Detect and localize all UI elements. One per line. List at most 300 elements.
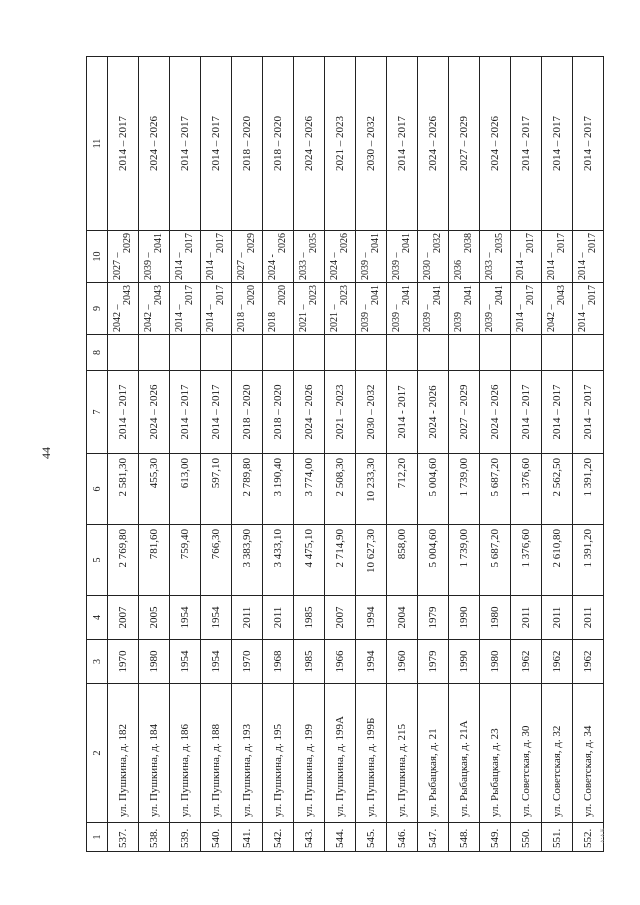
address-cell: ул. Пушкина, д. 199А bbox=[325, 684, 356, 823]
header-cell: 7 bbox=[87, 371, 108, 454]
range-start: 2033 – bbox=[298, 252, 309, 280]
range-end: 2041 bbox=[463, 285, 474, 305]
term-cell: 2030 – 2032 bbox=[356, 57, 387, 231]
period-cell: 2014 – 2017 bbox=[108, 371, 139, 454]
row-number-cell: 537. bbox=[108, 823, 139, 852]
table-body bbox=[87, 57, 604, 852]
living-area-cell: 5 004,60 bbox=[418, 454, 449, 525]
period-cell: 2014 – 2017 bbox=[542, 371, 573, 454]
empty-cell bbox=[232, 335, 263, 371]
range-end: 2026 bbox=[339, 233, 350, 253]
year-range bbox=[516, 285, 536, 332]
address-cell: ул. Пушкина, д. 186 bbox=[170, 684, 201, 823]
year-range bbox=[578, 285, 598, 332]
header-cell: 8 bbox=[87, 335, 108, 371]
year-range bbox=[361, 285, 381, 332]
range-col10-cell bbox=[511, 231, 542, 283]
row-number-cell: 546. bbox=[387, 823, 418, 852]
row-number-cell: 544. bbox=[325, 823, 356, 852]
period-cell: 2030 – 2032 bbox=[356, 371, 387, 454]
repair-year-cell: 1979 bbox=[418, 596, 449, 640]
range-end: 2020 bbox=[246, 285, 257, 305]
range-end: 2029 bbox=[246, 233, 257, 253]
year-range bbox=[547, 285, 567, 332]
range-start: 2039 – bbox=[391, 252, 402, 280]
total-area-cell: 2 610,80 bbox=[542, 525, 573, 596]
range-col9-cell bbox=[573, 283, 604, 335]
living-area-cell: 5 687,20 bbox=[480, 454, 511, 525]
year-range bbox=[392, 285, 412, 332]
address-cell: ул. Пушкина, д. 193 bbox=[232, 684, 263, 823]
build-year-cell: 1968 bbox=[263, 640, 294, 684]
range-col9-cell bbox=[263, 283, 294, 335]
range-col9-cell bbox=[480, 283, 511, 335]
row-number-cell: 551. bbox=[542, 823, 573, 852]
total-area-cell: 2 769,80 bbox=[108, 525, 139, 596]
living-area-cell: 613,00 bbox=[170, 454, 201, 525]
range-end: 2017 bbox=[215, 233, 226, 253]
total-area-cell: 5 687,20 bbox=[480, 525, 511, 596]
total-area-cell: 1 739,00 bbox=[449, 525, 480, 596]
header-cell: 10 bbox=[87, 231, 108, 283]
range-start: 2014 – bbox=[577, 252, 588, 280]
year-range bbox=[423, 285, 443, 332]
empty-cell bbox=[449, 335, 480, 371]
living-area-cell: 2 581,30 bbox=[108, 454, 139, 525]
period-cell: 2014 – 2017 bbox=[201, 371, 232, 454]
range-col9-cell bbox=[511, 283, 542, 335]
range-col10-cell bbox=[263, 231, 294, 283]
table-row bbox=[573, 57, 604, 852]
range-end: 2035 bbox=[494, 233, 505, 253]
range-end: 2043 bbox=[122, 285, 133, 305]
term-cell: 2014 – 2017 bbox=[511, 57, 542, 231]
range-end: 2041 bbox=[401, 285, 412, 305]
term-cell: 2024 – 2026 bbox=[294, 57, 325, 231]
range-start: 2014 – bbox=[174, 252, 185, 280]
build-year-cell: 1980 bbox=[480, 640, 511, 684]
range-col10-cell bbox=[542, 231, 573, 283]
empty-cell bbox=[108, 335, 139, 371]
term-cell: 2018 – 2020 bbox=[232, 57, 263, 231]
living-area-cell: 2 562,50 bbox=[542, 454, 573, 525]
repair-year-cell: 1980 bbox=[480, 596, 511, 640]
repair-year-cell: 2007 bbox=[108, 596, 139, 640]
empty-cell bbox=[263, 335, 294, 371]
range-end: 2017 bbox=[556, 233, 567, 253]
term-cell: 2018 – 2020 bbox=[263, 57, 294, 231]
year-range bbox=[454, 233, 474, 280]
housing-repair-table bbox=[86, 56, 604, 852]
range-end: 2026 bbox=[277, 233, 288, 253]
range-end: 2017 bbox=[184, 233, 195, 253]
empty-cell bbox=[356, 335, 387, 371]
build-year-cell: 1979 bbox=[418, 640, 449, 684]
range-end: 2029 bbox=[122, 233, 133, 253]
year-range bbox=[175, 285, 195, 332]
range-end: 2041 bbox=[153, 233, 164, 253]
range-start: 2039 – bbox=[143, 252, 154, 280]
period-cell: 2024 – 2026 bbox=[294, 371, 325, 454]
empty-cell bbox=[325, 335, 356, 371]
range-start: 2039 – bbox=[360, 252, 371, 280]
range-col9-cell bbox=[325, 283, 356, 335]
period-cell: 2018 – 2020 bbox=[263, 371, 294, 454]
repair-year-cell: 2011 bbox=[511, 596, 542, 640]
year-range bbox=[485, 285, 505, 332]
row-number-cell: 540. bbox=[201, 823, 232, 852]
table-row bbox=[201, 57, 232, 852]
address-cell: ул. Пушкина, д. 182 bbox=[108, 684, 139, 823]
term-cell: 2014 – 2017 bbox=[542, 57, 573, 231]
repair-year-cell: 2011 bbox=[232, 596, 263, 640]
table-row bbox=[542, 57, 573, 852]
header-cell: 11 bbox=[87, 57, 108, 231]
address-cell: ул. Рыбацкая, д. 23 bbox=[480, 684, 511, 823]
range-col9-cell bbox=[108, 283, 139, 335]
range-start: 2039 – bbox=[360, 304, 371, 332]
range-col9-cell bbox=[449, 283, 480, 335]
range-start: 2042 – bbox=[112, 304, 123, 332]
range-col10-cell bbox=[480, 231, 511, 283]
table-row bbox=[356, 57, 387, 852]
year-range bbox=[299, 233, 319, 280]
row-number-cell: 538. bbox=[139, 823, 170, 852]
year-range bbox=[578, 233, 598, 280]
range-col10-cell bbox=[294, 231, 325, 283]
term-cell: 2014 – 2017 bbox=[201, 57, 232, 231]
year-range bbox=[361, 233, 381, 280]
repair-year-cell: 2007 bbox=[325, 596, 356, 640]
table-viewport bbox=[86, 57, 598, 852]
table-row bbox=[294, 57, 325, 852]
range-end: 2017 bbox=[184, 285, 195, 305]
table-row bbox=[449, 57, 480, 852]
address-cell: ул. Пушкина, д. 184 bbox=[139, 684, 170, 823]
table-row bbox=[387, 57, 418, 852]
range-col10-cell bbox=[573, 231, 604, 283]
range-end: 2038 bbox=[463, 233, 474, 253]
range-start: 2033 – bbox=[484, 252, 495, 280]
table-row bbox=[418, 57, 449, 852]
repair-year-cell: 1990 bbox=[449, 596, 480, 640]
row-number-cell: 545. bbox=[356, 823, 387, 852]
range-end: 2017 bbox=[587, 285, 598, 305]
table-row bbox=[170, 57, 201, 852]
row-number-cell: 552. bbox=[573, 823, 604, 852]
table-row bbox=[263, 57, 294, 852]
rotated-sheet bbox=[86, 57, 598, 852]
table-row bbox=[108, 57, 139, 852]
year-range bbox=[237, 233, 257, 280]
year-range bbox=[206, 233, 226, 280]
year-range bbox=[113, 285, 133, 332]
range-end: 2041 bbox=[401, 233, 412, 253]
living-area-cell: 2 789,80 bbox=[232, 454, 263, 525]
repair-year-cell: 1985 bbox=[294, 596, 325, 640]
range-end: 2041 bbox=[432, 285, 443, 305]
living-area-cell: 3 190,40 bbox=[263, 454, 294, 525]
header-cell: 5 bbox=[87, 525, 108, 596]
address-cell: ул. Пушкина, д. 199Б bbox=[356, 684, 387, 823]
repair-year-cell: 2011 bbox=[263, 596, 294, 640]
address-cell: ул. Пушкина, д. 188 bbox=[201, 684, 232, 823]
year-range bbox=[423, 233, 443, 280]
header-cell: 2 bbox=[87, 684, 108, 823]
total-area-cell: 781,60 bbox=[139, 525, 170, 596]
year-range bbox=[144, 233, 164, 280]
year-range bbox=[144, 285, 164, 332]
range-col10-cell bbox=[387, 231, 418, 283]
total-area-cell: 858,00 bbox=[387, 525, 418, 596]
total-area-cell: 1 391,20 bbox=[573, 525, 604, 596]
row-number-cell: 548. bbox=[449, 823, 480, 852]
address-cell: ул. Пушкина, д. 199 bbox=[294, 684, 325, 823]
range-col10-cell bbox=[418, 231, 449, 283]
range-start: 2021 – bbox=[329, 304, 340, 332]
total-area-cell: 3 433,10 bbox=[263, 525, 294, 596]
table-row bbox=[480, 57, 511, 852]
range-col10-cell bbox=[170, 231, 201, 283]
range-start: 2030 – bbox=[422, 252, 433, 280]
address-cell: ул. Советская, д. 32 bbox=[542, 684, 573, 823]
period-cell: 2014 – 2017 bbox=[573, 371, 604, 454]
empty-cell bbox=[542, 335, 573, 371]
range-start: 2014 – bbox=[174, 304, 185, 332]
range-col9-cell bbox=[542, 283, 573, 335]
header-cell: 6 bbox=[87, 454, 108, 525]
table-row bbox=[232, 57, 263, 852]
range-end: 2032 bbox=[432, 233, 443, 253]
range-start: 2027 – bbox=[112, 252, 123, 280]
range-col10-cell bbox=[139, 231, 170, 283]
range-start: 2024 - bbox=[267, 254, 278, 280]
range-col9-cell bbox=[170, 283, 201, 335]
term-cell: 2024 – 2026 bbox=[418, 57, 449, 231]
living-area-cell: 2 508,30 bbox=[325, 454, 356, 525]
range-start: 2042 – bbox=[143, 304, 154, 332]
year-range bbox=[454, 285, 474, 332]
header-cell: 9 bbox=[87, 283, 108, 335]
range-end: 2020 bbox=[277, 285, 288, 305]
range-col9-cell bbox=[418, 283, 449, 335]
library-stamp: ᴧ·ᴧ ᴋ bbox=[598, 828, 606, 843]
repair-year-cell: 1994 bbox=[356, 596, 387, 640]
range-start: 2021 – bbox=[298, 304, 309, 332]
total-area-cell: 10 627,30 bbox=[356, 525, 387, 596]
build-year-cell: 1970 bbox=[232, 640, 263, 684]
range-start: 2039 – bbox=[484, 304, 495, 332]
repair-year-cell: 1954 bbox=[201, 596, 232, 640]
row-number-cell: 542. bbox=[263, 823, 294, 852]
year-range bbox=[268, 233, 288, 280]
build-year-cell: 1970 bbox=[108, 640, 139, 684]
empty-cell bbox=[480, 335, 511, 371]
range-start: 2027 – bbox=[236, 252, 247, 280]
range-col10-cell bbox=[232, 231, 263, 283]
empty-cell bbox=[201, 335, 232, 371]
living-area-cell: 455,30 bbox=[139, 454, 170, 525]
build-year-cell: 1985 bbox=[294, 640, 325, 684]
empty-cell bbox=[294, 335, 325, 371]
year-range bbox=[175, 233, 195, 280]
page-number: 44 bbox=[39, 447, 53, 459]
repair-year-cell: 1954 bbox=[170, 596, 201, 640]
build-year-cell: 1954 bbox=[201, 640, 232, 684]
period-cell: 2024 - 2026 bbox=[418, 371, 449, 454]
address-cell: ул. Пушкина, д. 215 bbox=[387, 684, 418, 823]
empty-cell bbox=[139, 335, 170, 371]
range-start: 2014 – bbox=[205, 304, 216, 332]
range-start: 2018 bbox=[267, 312, 278, 332]
term-cell: 2014 – 2017 bbox=[108, 57, 139, 231]
range-col10-cell bbox=[449, 231, 480, 283]
header-cell: 4 bbox=[87, 596, 108, 640]
empty-cell bbox=[573, 335, 604, 371]
range-col9-cell bbox=[387, 283, 418, 335]
range-col10-cell bbox=[108, 231, 139, 283]
year-range bbox=[547, 233, 567, 280]
term-cell: 2014 – 2017 bbox=[573, 57, 604, 231]
range-start: 2039 bbox=[453, 312, 464, 332]
empty-cell bbox=[511, 335, 542, 371]
row-number-cell: 539. bbox=[170, 823, 201, 852]
range-start: 2014 – bbox=[205, 252, 216, 280]
row-number-cell: 541. bbox=[232, 823, 263, 852]
year-range bbox=[237, 285, 257, 332]
total-area-cell: 759,40 bbox=[170, 525, 201, 596]
range-start: 2018 – bbox=[236, 304, 247, 332]
period-cell: 2024 – 2026 bbox=[480, 371, 511, 454]
period-cell: 2014 – 2017 bbox=[511, 371, 542, 454]
term-cell: 2024 – 2026 bbox=[480, 57, 511, 231]
range-end: 2017 bbox=[525, 285, 536, 305]
address-cell: ул. Советская, д. 34 bbox=[573, 684, 604, 823]
range-start: 2039 – bbox=[422, 304, 433, 332]
build-year-cell: 1962 bbox=[511, 640, 542, 684]
range-col10-cell bbox=[201, 231, 232, 283]
range-end: 2017 bbox=[525, 233, 536, 253]
build-year-cell: 1990 bbox=[449, 640, 480, 684]
repair-year-cell: 2011 bbox=[542, 596, 573, 640]
living-area-cell: 712,20 bbox=[387, 454, 418, 525]
period-cell: 2021 – 2023 bbox=[325, 371, 356, 454]
year-range bbox=[113, 233, 133, 280]
row-number-cell: 549. bbox=[480, 823, 511, 852]
table-row bbox=[139, 57, 170, 852]
build-year-cell: 1962 bbox=[542, 640, 573, 684]
row-number-cell: 550. bbox=[511, 823, 542, 852]
header-cell: 1 bbox=[87, 823, 108, 852]
range-start: 2036 bbox=[453, 260, 464, 280]
address-cell: ул. Пушкина, д. 195 bbox=[263, 684, 294, 823]
total-area-cell: 1 376,60 bbox=[511, 525, 542, 596]
year-range bbox=[206, 285, 226, 332]
range-end: 2041 bbox=[370, 233, 381, 253]
term-cell: 2014 – 2017 bbox=[170, 57, 201, 231]
year-range bbox=[299, 285, 319, 332]
repair-year-cell: 2005 bbox=[139, 596, 170, 640]
range-end: 2017 bbox=[587, 233, 598, 253]
header-cell: 3 bbox=[87, 640, 108, 684]
range-end: 2017 bbox=[215, 285, 226, 305]
year-range bbox=[516, 233, 536, 280]
build-year-cell: 1980 bbox=[139, 640, 170, 684]
address-cell: ул. Советская, д. 30 bbox=[511, 684, 542, 823]
year-range bbox=[268, 285, 288, 332]
period-cell: 2018 – 2020 bbox=[232, 371, 263, 454]
build-year-cell: 1954 bbox=[170, 640, 201, 684]
range-col9-cell bbox=[201, 283, 232, 335]
range-col9-cell bbox=[232, 283, 263, 335]
living-area-cell: 597,10 bbox=[201, 454, 232, 525]
range-col9-cell bbox=[139, 283, 170, 335]
term-cell: 2014 – 2017 bbox=[387, 57, 418, 231]
range-end: 2041 bbox=[494, 285, 505, 305]
range-end: 2043 bbox=[153, 285, 164, 305]
range-start: 2039 – bbox=[391, 304, 402, 332]
row-number-cell: 547. bbox=[418, 823, 449, 852]
term-cell: 2021 – 2023 bbox=[325, 57, 356, 231]
range-end: 2023 bbox=[308, 285, 319, 305]
empty-cell bbox=[418, 335, 449, 371]
term-cell: 2027 – 2029 bbox=[449, 57, 480, 231]
repair-year-cell: 2004 bbox=[387, 596, 418, 640]
range-start: 2024 – bbox=[329, 252, 340, 280]
total-area-cell: 766,30 bbox=[201, 525, 232, 596]
build-year-cell: 1962 bbox=[573, 640, 604, 684]
range-start: 2014 – bbox=[546, 252, 557, 280]
range-start: 2014 – bbox=[515, 252, 526, 280]
period-cell: 2027 – 2029 bbox=[449, 371, 480, 454]
living-area-cell: 1 739,00 bbox=[449, 454, 480, 525]
range-end: 2041 bbox=[370, 285, 381, 305]
range-col10-cell bbox=[325, 231, 356, 283]
range-col9-cell bbox=[294, 283, 325, 335]
table-row bbox=[325, 57, 356, 852]
living-area-cell: 1 376,60 bbox=[511, 454, 542, 525]
row-number-cell: 543. bbox=[294, 823, 325, 852]
range-start: 2014 – bbox=[515, 304, 526, 332]
year-range bbox=[392, 233, 412, 280]
range-start: 2042 – bbox=[546, 304, 557, 332]
year-range bbox=[330, 285, 350, 332]
address-cell: ул. Рыбацкая, д. 21А bbox=[449, 684, 480, 823]
header-row bbox=[87, 57, 108, 852]
range-col10-cell bbox=[356, 231, 387, 283]
repair-year-cell: 2011 bbox=[573, 596, 604, 640]
period-cell: 2014 - 2017 bbox=[387, 371, 418, 454]
table-row bbox=[511, 57, 542, 852]
range-end: 2023 bbox=[339, 285, 350, 305]
total-area-cell: 4 475,10 bbox=[294, 525, 325, 596]
living-area-cell: 1 391,20 bbox=[573, 454, 604, 525]
range-start: 2014 – bbox=[577, 304, 588, 332]
build-year-cell: 1994 bbox=[356, 640, 387, 684]
range-end: 2043 bbox=[556, 285, 567, 305]
build-year-cell: 1966 bbox=[325, 640, 356, 684]
empty-cell bbox=[387, 335, 418, 371]
year-range bbox=[330, 233, 350, 280]
total-area-cell: 5 004,60 bbox=[418, 525, 449, 596]
range-end: 2035 bbox=[308, 233, 319, 253]
term-cell: 2024 – 2026 bbox=[139, 57, 170, 231]
address-cell: ул. Рыбацкая, д. 21 bbox=[418, 684, 449, 823]
living-area-cell: 3 774,00 bbox=[294, 454, 325, 525]
living-area-cell: 10 233,30 bbox=[356, 454, 387, 525]
range-col9-cell bbox=[356, 283, 387, 335]
total-area-cell: 2 714,90 bbox=[325, 525, 356, 596]
